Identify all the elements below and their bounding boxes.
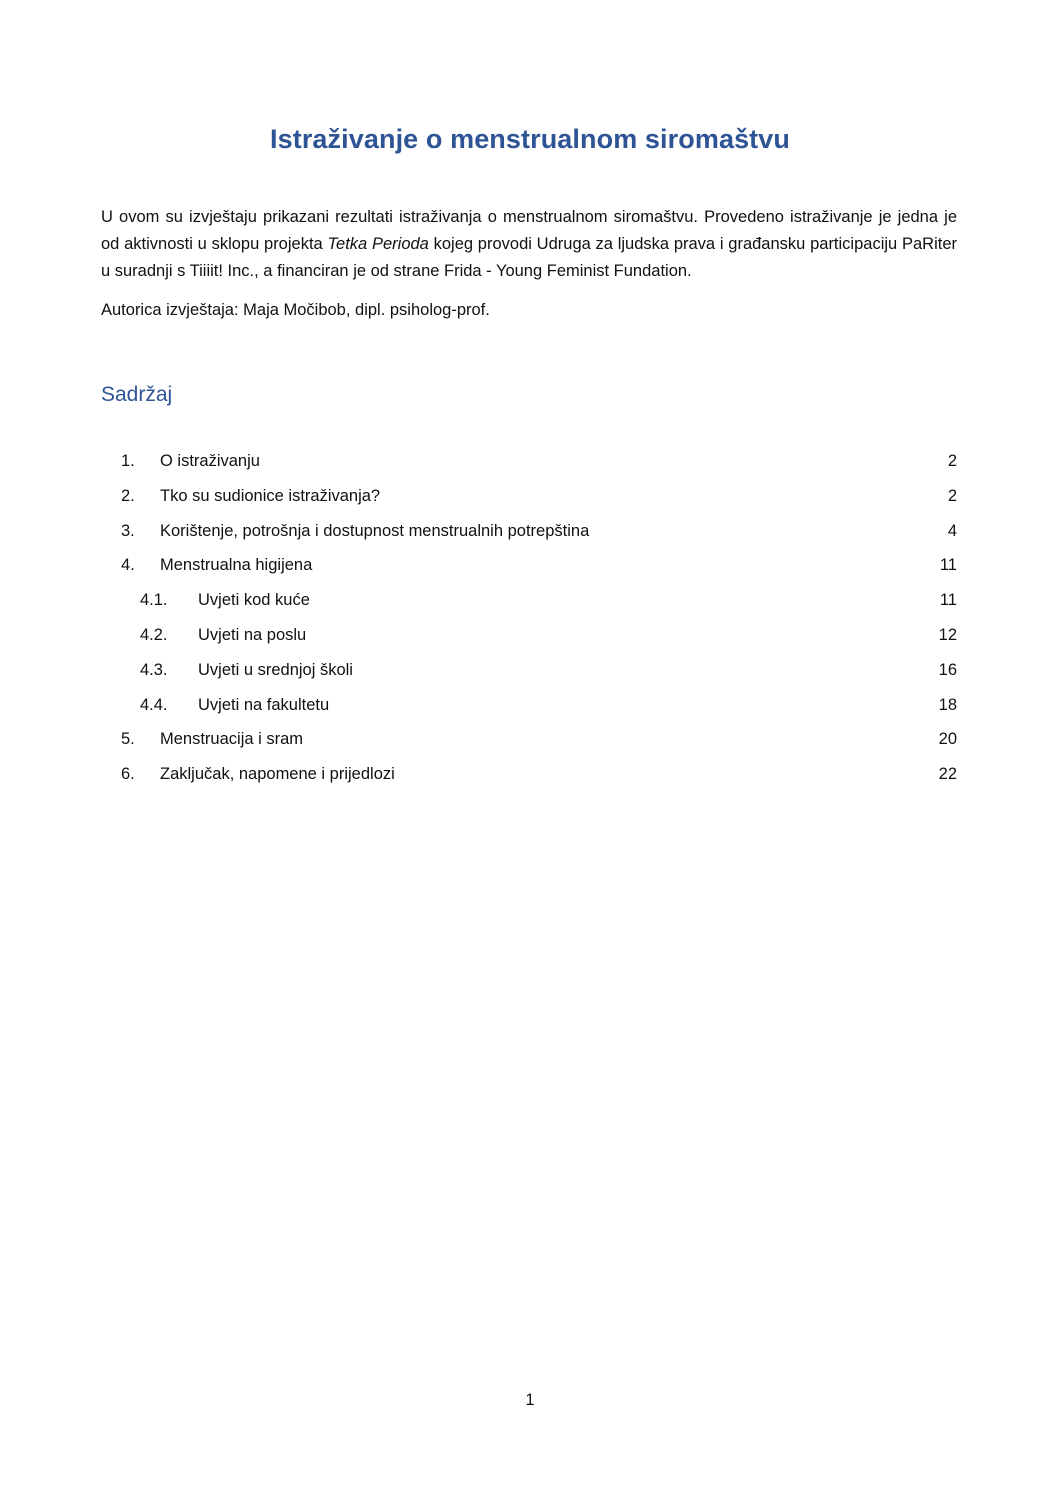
toc-entry-number: 4.1. xyxy=(140,591,168,610)
toc-entry-number: 1. xyxy=(121,452,135,470)
toc-entry-label: Uvjeti u srednjoj školi xyxy=(198,660,353,679)
toc-entry-number: 3. xyxy=(121,521,135,540)
toc-entry-number: 4.2. xyxy=(140,625,168,644)
table-of-contents xyxy=(101,444,957,792)
toc-entry-number: 4.3. xyxy=(140,660,168,679)
toc-entry-page: 18 xyxy=(938,695,957,714)
toc-entry-page: 2 xyxy=(947,452,957,470)
toc-heading: Sadržaj xyxy=(101,383,173,406)
intro-paragraph xyxy=(101,204,957,285)
toc-entry[interactable] xyxy=(101,757,957,792)
toc-subentry[interactable] xyxy=(101,688,957,723)
toc-entry-page: 11 xyxy=(939,556,957,575)
toc-entry-page: 22 xyxy=(938,765,957,784)
toc-entry-number: 6. xyxy=(121,765,135,784)
toc-entry-label: Uvjeti kod kuće xyxy=(198,591,310,610)
toc-entry-page: 12 xyxy=(938,625,957,644)
toc-entry-number: 2. xyxy=(121,486,135,505)
project-name: Tetka Perioda xyxy=(327,235,429,253)
intro-text-part1: U ovom su izvještaju prikazani rezultati istraživanja o menstrualnom siromaštvu. Provedeno istraživanje je jedna je od aktivnosti u sklopu projekta xyxy=(101,208,957,253)
toc-entry-label: Zaključak, napomene i prijedlozi xyxy=(160,765,395,784)
toc-entry-number: 4.4. xyxy=(140,695,168,714)
toc-entry-label: Korištenje, potrošnja i dostupnost menstrualnih potrepština xyxy=(160,521,590,540)
page-number: 1 xyxy=(525,1391,535,1409)
toc-entry-label: Menstrualna higijena xyxy=(160,556,313,575)
toc-entry-number: 4. xyxy=(121,556,135,575)
toc-entry[interactable] xyxy=(101,722,957,757)
toc-subentry[interactable] xyxy=(101,653,957,688)
toc-entry-page: 20 xyxy=(938,730,957,749)
toc-subentry[interactable] xyxy=(101,618,957,653)
toc-entry[interactable] xyxy=(101,444,957,479)
toc-entry-page: 4 xyxy=(947,521,957,540)
toc-entry-label: Uvjeti na fakultetu xyxy=(198,695,330,714)
toc-entry[interactable] xyxy=(101,479,957,514)
toc-entry-page: 11 xyxy=(939,591,957,610)
author-line: Autorica izvještaja: Maja Močibob, dipl. psiholog-prof. xyxy=(101,301,490,319)
toc-entry[interactable] xyxy=(101,548,957,583)
toc-entry[interactable] xyxy=(101,514,957,549)
toc-entry-label: O istraživanju xyxy=(160,452,260,470)
toc-entry-label: Uvjeti na poslu xyxy=(198,625,307,644)
page-title: Istraživanje o menstrualnom siromaštvu xyxy=(270,124,790,154)
toc-entry-label: Menstruacija i sram xyxy=(160,730,304,749)
toc-entry-number: 5. xyxy=(121,730,135,749)
toc-subentry[interactable] xyxy=(101,583,957,618)
intro-text-part2: kojeg provodi Udruga za ljudska prava i građansku participaciju PaRiter u suradnji s Tiiiit! Inc., a financiran je od strane Frida - Young Feminist Fundation. xyxy=(101,235,957,280)
toc-entry-page: 16 xyxy=(938,660,957,679)
toc-entry-label: Tko su sudionice istraživanja? xyxy=(160,486,381,505)
toc-entry-page: 2 xyxy=(947,486,957,505)
